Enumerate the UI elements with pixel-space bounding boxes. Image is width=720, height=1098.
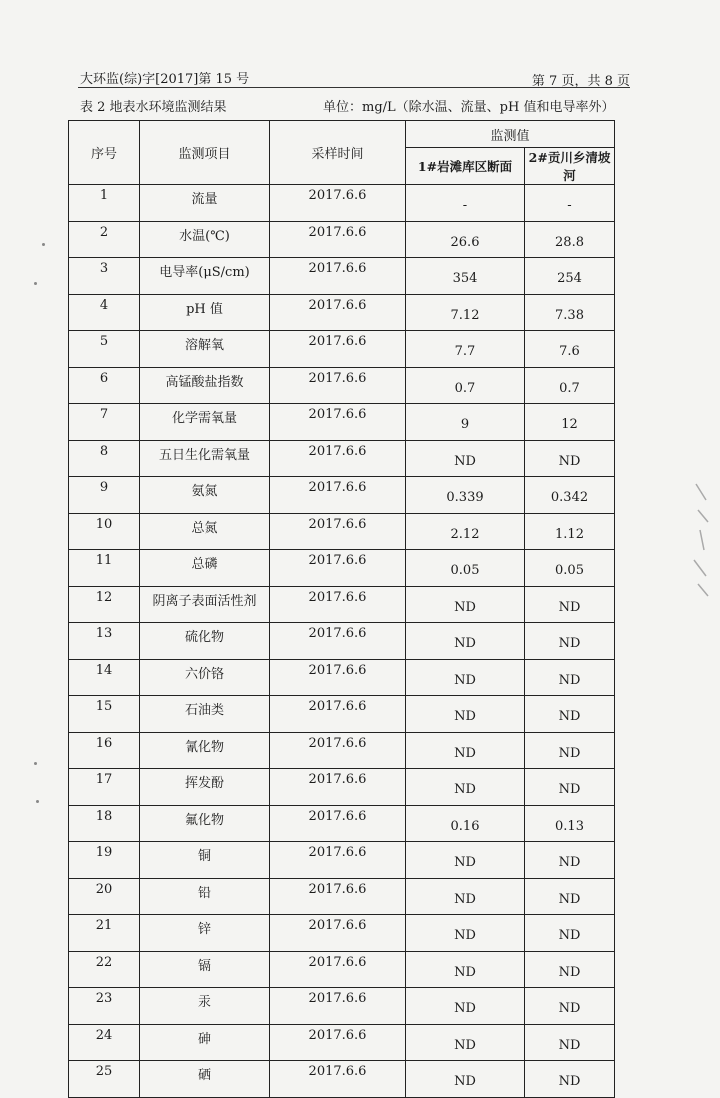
scan-speck [36,800,39,803]
cell-item: 氰化物 [140,732,270,769]
cell-time: 2017.6.6 [270,842,406,879]
header-no: 序号 [69,121,140,185]
cell-site1: ND [406,440,525,477]
cell-time: 2017.6.6 [270,1024,406,1061]
cell-no: 12 [69,586,140,623]
cell-item: 五日生化需氧量 [140,440,270,477]
cell-time: 2017.6.6 [270,477,406,514]
header-site2: 2#贡川乡清坡河 [525,148,615,185]
cell-site1: 0.7 [406,367,525,404]
cell-item: 总氮 [140,513,270,550]
cell-no: 10 [69,513,140,550]
cell-site2: ND [525,1024,615,1061]
cell-item: 水温(℃) [140,221,270,258]
edge-scribble [690,480,712,600]
cell-time: 2017.6.6 [270,586,406,623]
cell-site2: ND [525,878,615,915]
table-row [69,550,615,587]
cell-no: 18 [69,805,140,842]
table-row [69,331,615,368]
cell-no: 15 [69,696,140,733]
table-row [69,294,615,331]
cell-site2: ND [525,842,615,879]
cell-no: 14 [69,659,140,696]
cell-no: 2 [69,221,140,258]
cell-site2: ND [525,1061,615,1098]
cell-time: 2017.6.6 [270,878,406,915]
cell-item: 硫化物 [140,623,270,660]
table-row [69,1061,615,1098]
cell-no: 8 [69,440,140,477]
cell-site1: ND [406,732,525,769]
table-row [69,951,615,988]
cell-time: 2017.6.6 [270,440,406,477]
cell-item: 硒 [140,1061,270,1098]
table-row [69,513,615,550]
cell-site1: 9 [406,404,525,441]
cell-site2: ND [525,915,615,952]
cell-item: 石油类 [140,696,270,733]
cell-site1: 26.6 [406,221,525,258]
table-row [69,221,615,258]
cell-item: 铅 [140,878,270,915]
cell-site2: ND [525,440,615,477]
table-row [69,659,615,696]
table-row [69,696,615,733]
cell-site2: 7.38 [525,294,615,331]
cell-site2: 0.05 [525,550,615,587]
cell-item: 化学需氧量 [140,404,270,441]
cell-item: 氟化物 [140,805,270,842]
doc-number: 大环监(综)字[2017]第 15 号 [80,72,250,87]
cell-site1: ND [406,842,525,879]
cell-site1: ND [406,659,525,696]
table-row [69,404,615,441]
cell-time: 2017.6.6 [270,331,406,368]
cell-time: 2017.6.6 [270,294,406,331]
cell-time: 2017.6.6 [270,732,406,769]
cell-item: 电导率(μS/cm) [140,258,270,295]
cell-site2: ND [525,951,615,988]
cell-no: 25 [69,1061,140,1098]
cell-time: 2017.6.6 [270,915,406,952]
cell-time: 2017.6.6 [270,185,406,222]
cell-time: 2017.6.6 [270,951,406,988]
cell-time: 2017.6.6 [270,367,406,404]
unit-note: 单位：mg/L（除水温、流量、pH 值和电导率外） [323,100,615,115]
cell-time: 2017.6.6 [270,696,406,733]
table-row [69,1024,615,1061]
table-row [69,988,615,1025]
cell-site2: 1.12 [525,513,615,550]
scan-speck [34,762,37,765]
cell-item: 阴离子表面活性剂 [140,586,270,623]
cell-site1: 354 [406,258,525,295]
cell-no: 22 [69,951,140,988]
table-row [69,367,615,404]
cell-site1: 0.16 [406,805,525,842]
cell-site2: ND [525,769,615,806]
scan-speck [42,243,45,246]
cell-time: 2017.6.6 [270,769,406,806]
table-row [69,623,615,660]
cell-item: 锌 [140,915,270,952]
cell-item: 总磷 [140,550,270,587]
cell-site1: ND [406,951,525,988]
cell-site1: ND [406,623,525,660]
cell-item: 汞 [140,988,270,1025]
cell-item: 高锰酸盐指数 [140,367,270,404]
cell-site2: 28.8 [525,221,615,258]
cell-no: 1 [69,185,140,222]
cell-site2: ND [525,988,615,1025]
table-row [69,477,615,514]
page-info: 第 7 页，共 8 页 [531,74,630,89]
cell-site2: ND [525,623,615,660]
table-row [69,586,615,623]
header-item: 监测项目 [140,121,270,185]
cell-time: 2017.6.6 [270,1061,406,1098]
cell-no: 11 [69,550,140,587]
cell-item: 六价铬 [140,659,270,696]
cell-site1: ND [406,769,525,806]
cell-site2: ND [525,732,615,769]
cell-site2: 0.13 [525,805,615,842]
table-caption [80,96,615,115]
cell-no: 9 [69,477,140,514]
cell-no: 4 [69,294,140,331]
cell-site1: ND [406,915,525,952]
cell-site1: 0.339 [406,477,525,514]
cell-time: 2017.6.6 [270,404,406,441]
cell-item: 溶解氧 [140,331,270,368]
table-row [69,805,615,842]
cell-no: 7 [69,404,140,441]
cell-no: 21 [69,915,140,952]
cell-time: 2017.6.6 [270,550,406,587]
monitoring-results-table [68,120,615,1098]
header-value: 监测值 [406,121,615,148]
cell-no: 24 [69,1024,140,1061]
table-row [69,185,615,222]
header-site1: 1#岩滩库区断面 [406,148,525,185]
table-row [69,732,615,769]
header-time: 采样时间 [270,121,406,185]
cell-site1: 7.12 [406,294,525,331]
cell-site2: - [525,185,615,222]
cell-site2: 254 [525,258,615,295]
cell-site2: ND [525,659,615,696]
cell-no: 20 [69,878,140,915]
cell-time: 2017.6.6 [270,513,406,550]
table-body [69,185,615,1098]
scan-speck [34,282,37,285]
cell-time: 2017.6.6 [270,659,406,696]
cell-time: 2017.6.6 [270,988,406,1025]
cell-item: 流量 [140,185,270,222]
cell-item: 铜 [140,842,270,879]
cell-no: 16 [69,732,140,769]
cell-no: 6 [69,367,140,404]
cell-no: 19 [69,842,140,879]
cell-item: 砷 [140,1024,270,1061]
cell-site1: 2.12 [406,513,525,550]
cell-site1: 0.05 [406,550,525,587]
cell-no: 17 [69,769,140,806]
cell-site1: ND [406,1024,525,1061]
cell-site2: 7.6 [525,331,615,368]
cell-site2: ND [525,696,615,733]
cell-site2: 12 [525,404,615,441]
table-row [69,842,615,879]
cell-no: 13 [69,623,140,660]
table-row [69,258,615,295]
cell-item: pH 值 [140,294,270,331]
cell-site2: 0.342 [525,477,615,514]
cell-time: 2017.6.6 [270,221,406,258]
cell-no: 3 [69,258,140,295]
cell-site1: ND [406,586,525,623]
cell-time: 2017.6.6 [270,258,406,295]
table-row [69,440,615,477]
cell-time: 2017.6.6 [270,623,406,660]
cell-item: 镉 [140,951,270,988]
cell-site1: ND [406,988,525,1025]
table-row [69,878,615,915]
cell-site1: - [406,185,525,222]
table-label: 表 2 地表水环境监测结果 [80,100,227,115]
cell-no: 5 [69,331,140,368]
table-row [69,915,615,952]
cell-no: 23 [69,988,140,1025]
cell-site1: 7.7 [406,331,525,368]
cell-item: 挥发酚 [140,769,270,806]
cell-site2: ND [525,586,615,623]
cell-site1: ND [406,1061,525,1098]
header-rule [78,87,630,88]
cell-site1: ND [406,878,525,915]
table-row [69,769,615,806]
cell-site1: ND [406,696,525,733]
cell-time: 2017.6.6 [270,805,406,842]
cell-site2: 0.7 [525,367,615,404]
cell-item: 氨氮 [140,477,270,514]
